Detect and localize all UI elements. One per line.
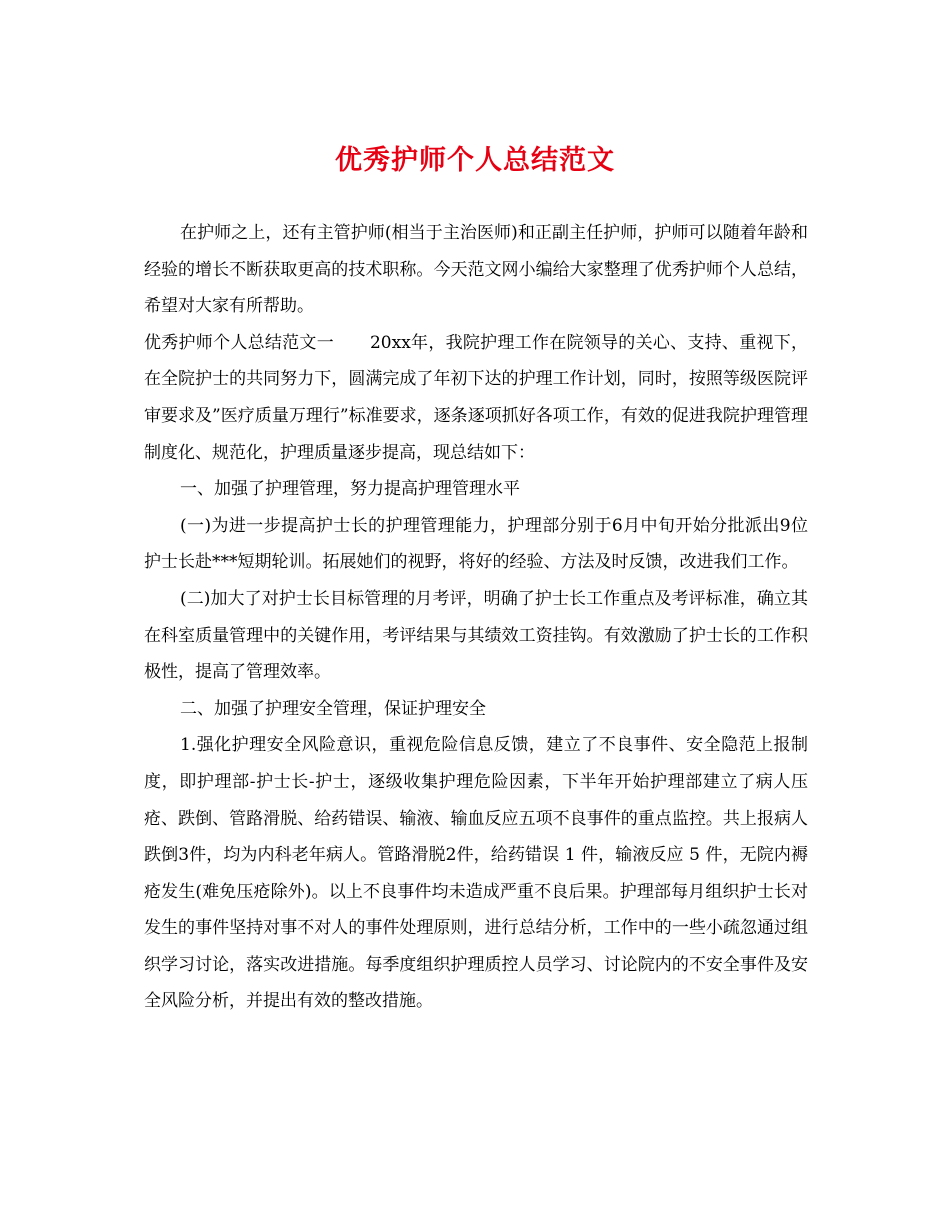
- section-text: 20xx年，我院护理工作在院领导的关心、支持、重视下，在全院护士的共同努力下，圆满完成了年初下达的护理工作计划，同时，按照等级医院评审要求及”医疗质量万理行”标准要求，逐条逐项抓好各项工作，有效的促进我院护理管理制度化、规范化，护理质量逐步提高，现总结如下：: [144, 332, 809, 463]
- heading-1: 一、加强了护理管理，努力提高护理管理水平: [180, 479, 520, 500]
- intro-paragraph: 在护师之上，还有主管护师(相当于主治医师)和正副主任护师，护师可以随着年龄和经验的增长不断获取更高的技术职称。今天范文网小编给大家整理了优秀护师个人总结，希望对大家有所帮助。: [144, 223, 808, 317]
- document-title: 优秀护师个人总结范文: [335, 145, 615, 176]
- section-label: 优秀护师个人总结范文一: [144, 332, 334, 353]
- section-paragraph: [144, 325, 808, 471]
- heading-2: 二、加强了护理安全管理，保证护理安全: [180, 698, 486, 719]
- item-1-2: (二)加大了对护士长目标管理的月考评，明确了护士长工作重点及考评标准，确立其在科室质量管理中的关键作用，考评结果与其绩效工资挂钩。有效激励了护士长的工作积极性，提高了管理效率。: [144, 588, 808, 683]
- document-body: [144, 215, 808, 1020]
- item-2-1: 1.强化护理安全风险意识，重视危险信息反馈，建立了不良事件、安全隐范上报制度，即护理部-护士长-护士，逐级收集护理危险因素，下半年开始护理部建立了病人压疮、跌倒、管路滑脱、给药错误、输液、输血反应五项不良事件的重点监控。共上报病人跌倒3件，均为内科老年病人。管路滑脱2件，给药错误 1 件，输液反应 5 件，无院内褥疮发生(难免压疮除外)。以上不良事件均未造成严重不良后果。护理部每月组织护士长对发生的事件坚持对事不对人的事件处理原则，进行总结分析，工作中的一些小疏忽通过组织学习讨论，落实改进措施。每季度组织护理质控人员学习、讨论院内的不安全事件及安全风险分析，并提出有效的整改措施。: [144, 735, 808, 1012]
- item-1-1: (一)为进一步提高护士长的护理管理能力，护理部分别于6月中旬开始分批派出9位护士长赴***短期轮训。拓展她们的视野，将好的经验、方法及时反馈，改进我们工作。: [144, 515, 808, 573]
